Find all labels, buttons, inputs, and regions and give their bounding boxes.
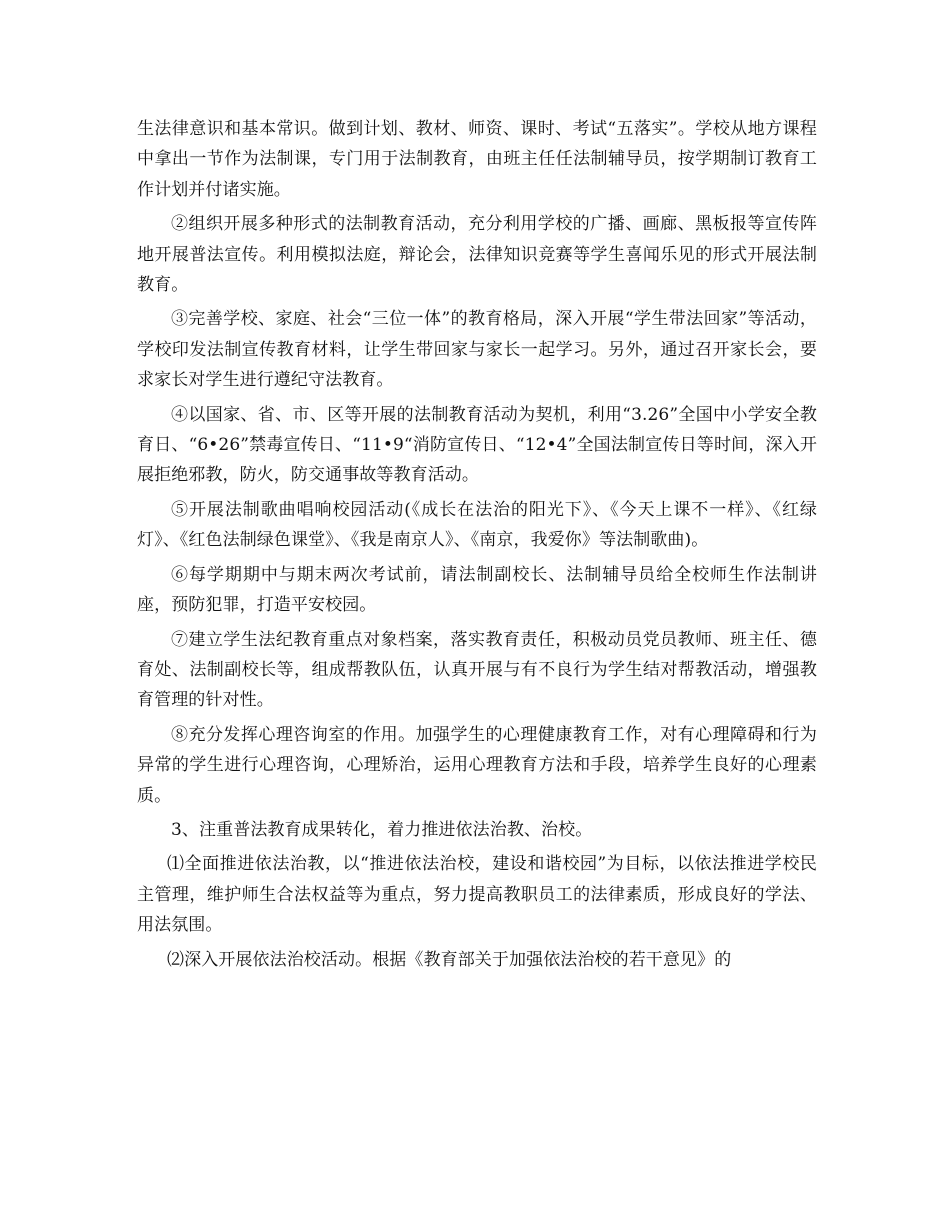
- paragraph-item-6: ⑥每学期期中与期末两次考试前，请法制副校长、法制辅导员给全校师生作法制讲座，预防犯罪，打造平安校园。: [137, 564, 817, 616]
- paragraph-item-2: ②组织开展多种形式的法制教育活动，充分利用学校的广播、画廊、黑板报等宣传阵地开展普法宣传。利用模拟法庭，辩论会，法律知识竞赛等学生喜闻乐见的形式开展法制教育。: [137, 214, 817, 296]
- paragraph-item-8: ⑧充分发挥心理咨询室的作用。加强学生的心理健康教育工作，对有心理障碍和行为异常的学生进行心理咨询，心理矫治，运用心理教育方法和手段，培养学生良好的心理素质。: [137, 724, 817, 806]
- paragraph-item-7: ⑦建立学生法纪教育重点对象档案，落实教育责任，积极动员党员教师、班主任、德育处、法制副校长等，组成帮教队伍，认真开展与有不良行为学生结对帮教活动，增强教育管理的针对性。: [137, 629, 817, 711]
- section-heading-3: 3、注重普法教育成果转化，着力推进依法治教、治校。: [171, 819, 593, 840]
- paragraph-sub-1: ⑴全面推进依法治教，以“推进依法治校，建设和谐校园”为目标，以依法推进学校民主管理，维护师生合法权益等为重点，努力提高教职员工的法律素质，形成良好的学法、用法氛围。: [137, 854, 817, 936]
- paragraph-continuation: 生法律意识和基本常识。做到计划、教材、师资、课时、考试“五落实”。学校从地方课程中拿出一节作为法制课，专门用于法制教育，由班主任任法制辅导员，按学期制订教育工作计划并付诸实施。: [137, 119, 817, 200]
- paragraph-item-4: ④以国家、省、市、区等开展的法制教育活动为契机，利用“3.26”全国中小学安全教育日、“6•26”禁毒宣传日、“11•9“消防宣传日、“12•4”全国法制宣传日等时间，深入开展拒绝邪教，防火，防交通事故等教育活动。: [137, 404, 817, 486]
- paragraph-sub-2: ⑵深入开展依法治校活动。根据《教育部关于加强依法治校的若干意见》的: [167, 949, 732, 970]
- paragraph-item-3: ③完善学校、家庭、社会“三位一体”的教育格局，深入开展“学生带法回家”等活动，学校印发法制宣传教育材料，让学生带回家与家长一起学习。另外，通过召开家长会，要求家长对学生进行遵纪守法教育。: [137, 309, 817, 391]
- document-body: [137, 114, 817, 979]
- paragraph-item-5: ⑤开展法制歌曲唱响校园活动(《成长在法治的阳光下》、《今天上课不一样》、《红绿灯》、《红色法制绿色课堂》、《我是南京人》、《南京，我爱你》等法制歌曲)。: [137, 499, 817, 551]
